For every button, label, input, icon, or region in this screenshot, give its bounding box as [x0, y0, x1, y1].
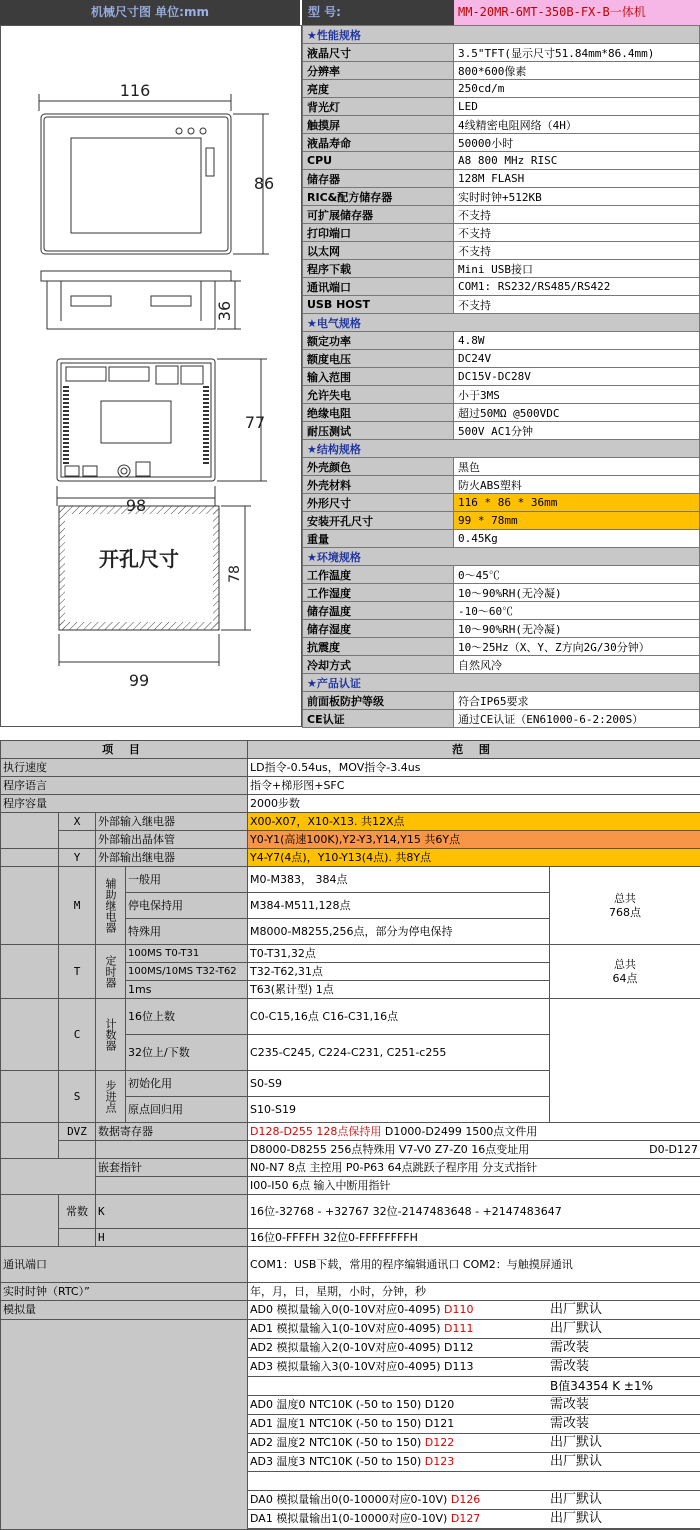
analog-desc: AD3 模拟量输入3(0-10V对应0-4095) [250, 1360, 445, 1373]
spec-label: USB HOST [303, 296, 454, 314]
y-transistor-value: Y0-Y1(高速100K),Y2-Y3,Y14,Y15 共6Y点 [248, 831, 700, 849]
prog-cap-label: 程序容量 [1, 795, 248, 813]
analog-desc: AD2 模拟量输入2(0-10V对应0-4095) [250, 1341, 445, 1354]
spec-row [303, 170, 700, 188]
spec-row [303, 368, 700, 386]
spec-section-label: ★环境规格 [303, 548, 700, 566]
comm-value: COM1：USB下载，常用的程序编辑通讯口 COM2：与触摸屏通讯 [248, 1247, 700, 1283]
spec-section-label: ★电气规格 [303, 314, 700, 332]
d-value-end: D0-D127 [649, 1142, 699, 1156]
spec-label: RIC&配方储存器 [303, 188, 454, 206]
spec-row [303, 710, 700, 728]
d-value-file: D1000-D2499 1500点文件用 [381, 1124, 538, 1138]
analog-row [248, 1472, 700, 1491]
spec-value: 10～90%RH(无冷凝) [454, 620, 700, 638]
spec-row [303, 278, 700, 296]
m-row-label: 特殊用 [126, 919, 248, 945]
s-row-value: S0-S9 [248, 1071, 550, 1097]
spec-row [303, 98, 700, 116]
exec-speed-value: LD指令-0.54us，MOV指令-3.4us [248, 759, 700, 777]
spec-row [303, 224, 700, 242]
c-row-label: 16位上数 [126, 999, 248, 1035]
y-relay-label: 外部输出继电器 [96, 849, 248, 867]
spec-row [303, 620, 700, 638]
analog-label: 模拟量 [1, 1301, 248, 1320]
t-symbol: T [59, 945, 96, 999]
analog-status: B值34354 K ±1% [550, 1379, 654, 1393]
t-group-label: 定时器 [96, 945, 126, 999]
spec-label: 以太网 [303, 242, 454, 260]
analog-status: 出厂默认 [550, 1435, 603, 1450]
spec-value: 0.45Kg [454, 530, 700, 548]
spec-label: 分辨率 [303, 62, 454, 80]
analog-desc: AD1 温度1 NTC10K (-50 to 150) [250, 1417, 425, 1430]
col-range-header: 范 围 [248, 741, 700, 759]
d-symbol: DVZ [59, 1123, 96, 1141]
spec-section-label: ★结构规格 [303, 440, 700, 458]
spec-label: 前面板防护等级 [303, 692, 454, 710]
spec-value: 500V AC1分钟 [454, 422, 700, 440]
mechanical-drawing [0, 25, 302, 727]
dim-front-height: 86 [253, 174, 275, 193]
analog-register: D110 [444, 1303, 474, 1316]
spec-value: 116 * 86 * 36mm [454, 494, 700, 512]
spec-value: 250cd/m [454, 80, 700, 98]
spec-label: 工作温度 [303, 566, 454, 584]
spec-section-row [303, 314, 700, 332]
spec-panel [302, 25, 700, 728]
analog-register: D120 [424, 1398, 455, 1411]
spec-label: 额度电压 [303, 350, 454, 368]
spec-row [303, 386, 700, 404]
spec-value: 10～25Hz（X、Y、Z方向2G/30分钟） [454, 638, 700, 656]
analog-row [248, 1415, 700, 1434]
analog-row [248, 1301, 700, 1320]
analog-register: D122 [424, 1436, 455, 1449]
analog-status: 需改装 [550, 1416, 590, 1431]
spec-label: 可扩展储存器 [303, 206, 454, 224]
analog-status: 需改装 [550, 1340, 590, 1355]
c-symbol: C [59, 999, 96, 1071]
spec-section-label: ★性能规格 [303, 26, 700, 44]
analog-desc: DA0 模拟量输出0(0-10000对应0-10V) [250, 1493, 451, 1506]
spec-row [303, 80, 700, 98]
col-item-header: 项 目 [1, 741, 248, 759]
spec-row [303, 188, 700, 206]
spec-label: 额定功率 [303, 332, 454, 350]
spec-label: 触摸屏 [303, 116, 454, 134]
spec-value: DC15V-DC28V [454, 368, 700, 386]
y-symbol: Y [59, 849, 96, 867]
spec-value: 10～90%RH(无冷凝) [454, 584, 700, 602]
m-row-value: M0-M383， 384点 [248, 867, 550, 893]
analog-desc: AD0 温度0 NTC10K (-50 to 150) [250, 1398, 425, 1411]
analog-status: 出厂默认 [550, 1302, 603, 1317]
analog-status: 出厂默认 [550, 1321, 603, 1336]
spec-row [303, 602, 700, 620]
analog-row [248, 1510, 700, 1529]
dimension-drawing [1, 26, 301, 726]
analog-status: 出厂默认 [550, 1454, 603, 1469]
cutout-label: 开孔尺寸 [99, 547, 179, 571]
spec-label: 亮度 [303, 80, 454, 98]
analog-row [248, 1491, 700, 1510]
t-row-value: T63(累计型) 1点 [248, 981, 550, 999]
const-k: K [96, 1195, 248, 1229]
y-relay-value: Y4-Y7(4点)，Y10-Y13(4点). 共8Y点 [248, 849, 700, 867]
t-row-value: T0-T31,32点 [248, 945, 550, 963]
spec-row [303, 350, 700, 368]
m-group-label: 辅助继电器 [96, 867, 126, 945]
analog-status: 需改装 [550, 1359, 590, 1374]
spec-value: 800*600像素 [454, 62, 700, 80]
s-row-label: 初始化用 [126, 1071, 248, 1097]
spec-label: 程序下载 [303, 260, 454, 278]
spec-value: 自然风冷 [454, 656, 700, 674]
spec-row [303, 422, 700, 440]
analog-status: 出厂默认 [550, 1492, 603, 1507]
spec-label: 背光灯 [303, 98, 454, 116]
analog-row [248, 1377, 700, 1396]
analog-register: D126 [450, 1493, 481, 1506]
s-group-label: 步进点 [96, 1071, 126, 1123]
analog-row [248, 1434, 700, 1453]
c-group-label: 计数器 [96, 999, 126, 1071]
comm-label: 通讯端口 [1, 1247, 248, 1283]
pin-pattern [63, 386, 209, 466]
dim-back-height: 77 [244, 413, 266, 432]
spec-row [303, 512, 700, 530]
spec-value: A8 800 MHz RISC [454, 152, 700, 170]
prog-lang-value: 指令+梯形图+SFC [248, 777, 700, 795]
analog-desc: AD0 模拟量输入0(0-10V对应0-4095) [250, 1303, 445, 1316]
plc-spec [0, 740, 700, 1530]
spec-row [303, 692, 700, 710]
const-h-value: 16位0-FFFFH 32位0-FFFFFFFFH [248, 1229, 700, 1247]
analog-status: 出厂默认 [550, 1511, 603, 1526]
t-row-label: 1ms [126, 981, 248, 999]
analog-row [248, 1320, 700, 1339]
spec-section-row [303, 440, 700, 458]
s-row-value: S10-S19 [248, 1097, 550, 1123]
analog-desc: AD3 温度3 NTC10K (-50 to 150) [250, 1455, 425, 1468]
const-k-value: 16位-32768 - +32767 32位-2147483648 - +2147483647 [248, 1195, 700, 1229]
m-row-value: M8000-M8255,256点，部分为停电保持 [248, 919, 550, 945]
m-total: 总共 768点 [550, 867, 700, 945]
spec-row [303, 206, 700, 224]
s-symbol: S [59, 1071, 96, 1123]
t-row-label: 100MS/10MS T32-T62 [126, 963, 248, 981]
spec-value: COM1: RS232/RS485/RS422 [454, 278, 700, 296]
t-row-label: 100MS T0-T31 [126, 945, 248, 963]
x-label: 外部输入继电器 [96, 813, 248, 831]
analog-status: 需改装 [550, 1397, 590, 1412]
spec-value: 不支持 [454, 224, 700, 242]
m-symbol: M [59, 867, 96, 945]
const-label: 常数 [59, 1195, 96, 1229]
spec-label: 工作湿度 [303, 584, 454, 602]
spec-value: 0～45℃ [454, 566, 700, 584]
model-value: MM-20MR-6MT-350B-FX-B一体机 [454, 0, 700, 25]
spec-label: CE认证 [303, 710, 454, 728]
spec-row [303, 242, 700, 260]
s-row-label: 原点回归用 [126, 1097, 248, 1123]
spec-value: DC24V [454, 350, 700, 368]
spec-row [303, 332, 700, 350]
spec-section-row [303, 26, 700, 44]
d-value-special: D8000-D8255 256点特殊用 V7-V0 Z7-Z0 16点变址用 [250, 1142, 530, 1156]
dim-front-width: 116 [119, 81, 151, 100]
spec-row [303, 296, 700, 314]
spec-value: 4线精密电阻网络（4H） [454, 116, 700, 134]
spec-label: 冷却方式 [303, 656, 454, 674]
rtc-value: 年，月，日，星期，小时，分钟，秒 [248, 1283, 700, 1301]
spec-row [303, 152, 700, 170]
const-h: H [96, 1229, 248, 1247]
spec-value: 防火ABS塑料 [454, 476, 700, 494]
prog-lang-label: 程序语言 [1, 777, 248, 795]
spec-row [303, 404, 700, 422]
spec-label: 外壳颜色 [303, 458, 454, 476]
spec-label: 打印端口 [303, 224, 454, 242]
spec-label: 通讯端口 [303, 278, 454, 296]
t-total: 总共 64点 [550, 945, 700, 999]
spec-label: CPU [303, 152, 454, 170]
spec-label: 耐压测试 [303, 422, 454, 440]
prog-cap-value: 2000步数 [248, 795, 700, 813]
analog-row [248, 1358, 700, 1377]
spec-row [303, 530, 700, 548]
x-symbol: X [59, 813, 96, 831]
spec-value: 不支持 [454, 242, 700, 260]
analog-list [248, 1301, 700, 1530]
spec-label: 重量 [303, 530, 454, 548]
spec-row [303, 656, 700, 674]
spec-row [303, 260, 700, 278]
m-row-label: 一般用 [126, 867, 248, 893]
spec-value: -10～60℃ [454, 602, 700, 620]
spec-value: 符合IP65要求 [454, 692, 700, 710]
dim-side-depth: 36 [215, 300, 234, 322]
drawing-title: 机械尺寸图 单位:mm [0, 0, 300, 25]
spec-label: 储存湿度 [303, 620, 454, 638]
t-row-value: T32-T62,31点 [248, 963, 550, 981]
analog-row [248, 1453, 700, 1472]
spec-label: 储存器 [303, 170, 454, 188]
dim-back-width: 98 [125, 496, 147, 515]
dim-cutout-width: 99 [128, 671, 150, 690]
model-label: 型 号: [302, 0, 454, 25]
analog-desc: DA1 模拟量输出1(0-10000对应0-10V) [250, 1512, 451, 1525]
spec-table [302, 25, 700, 728]
analog-register: D113 [444, 1360, 474, 1373]
c-row-value: C235-C245, C224-C231, C251-c255 [248, 1035, 550, 1071]
spec-value: 实时时钟+512KB [454, 188, 700, 206]
spec-value: 50000小时 [454, 134, 700, 152]
plc-table [0, 740, 700, 1530]
spec-value: 黑色 [454, 458, 700, 476]
spec-value: 3.5"TFT(显示尺寸51.84mm*86.4mm) [454, 44, 700, 62]
nest-label: 嵌套指针 [96, 1159, 248, 1177]
m-row-label: 停电保持用 [126, 893, 248, 919]
spec-label: 液晶寿命 [303, 134, 454, 152]
analog-register: D111 [444, 1322, 474, 1335]
spec-row [303, 494, 700, 512]
rtc-label: 实时时钟（RTC）” [1, 1283, 248, 1301]
spec-row [303, 584, 700, 602]
spec-value: 4.8W [454, 332, 700, 350]
spec-label: 输入范围 [303, 368, 454, 386]
spec-value: 不支持 [454, 206, 700, 224]
analog-register: D121 [424, 1417, 455, 1430]
spec-label: 抗震度 [303, 638, 454, 656]
spec-row [303, 44, 700, 62]
m-row-value: M384-M511,128点 [248, 893, 550, 919]
spec-section-row [303, 548, 700, 566]
analog-row [248, 1339, 700, 1358]
spec-row [303, 476, 700, 494]
spec-row [303, 62, 700, 80]
nest-value-1: N0-N7 8点 主控用 P0-P63 64点跳跃子程序用 分支式指针 [248, 1159, 700, 1177]
spec-section-row [303, 674, 700, 692]
spec-label: 安装开孔尺寸 [303, 512, 454, 530]
spec-value: Mini USB接口 [454, 260, 700, 278]
spec-value: 128M FLASH [454, 170, 700, 188]
d-value-held: D128-D255 128点保持用 [250, 1124, 382, 1138]
analog-register: D112 [444, 1341, 474, 1354]
spec-label: 外形尺寸 [303, 494, 454, 512]
spec-row [303, 566, 700, 584]
spec-row [303, 458, 700, 476]
analog-desc: AD1 模拟量输入1(0-10V对应0-4095) [250, 1322, 445, 1335]
spec-value: 99 * 78mm [454, 512, 700, 530]
spec-value: 不支持 [454, 296, 700, 314]
spec-row [303, 116, 700, 134]
analog-register: D123 [424, 1455, 455, 1468]
spec-label: 允许失电 [303, 386, 454, 404]
analog-row [248, 1396, 700, 1415]
spec-label: 液晶尺寸 [303, 44, 454, 62]
c-row-label: 32位上/下数 [126, 1035, 248, 1071]
analog-register: D127 [450, 1512, 481, 1525]
spec-label: 储存温度 [303, 602, 454, 620]
spec-label: 外壳材料 [303, 476, 454, 494]
c-row-value: C0-C15,16点 C16-C31,16点 [248, 999, 550, 1035]
spec-value: 通过CE认证（EN61000-6-2:200S） [454, 710, 700, 728]
x-value: X00-X07，X10-X13. 共12X点 [248, 813, 700, 831]
spec-value: LED [454, 98, 700, 116]
dim-cutout-height: 78 [227, 565, 243, 583]
spec-value: 超过50MΩ @500VDC [454, 404, 700, 422]
nest-value-2: I00-I50 6点 输入中断用指针 [248, 1177, 700, 1195]
analog-desc: AD2 温度2 NTC10K (-50 to 150) [250, 1436, 425, 1449]
spec-label: 绝缘电阻 [303, 404, 454, 422]
exec-speed-label: 执行速度 [1, 759, 248, 777]
spec-section-label: ★产品认证 [303, 674, 700, 692]
spec-row [303, 638, 700, 656]
spec-row [303, 134, 700, 152]
y-transistor-label: 外部输出晶体管 [96, 831, 248, 849]
spec-value: 小于3MS [454, 386, 700, 404]
d-label: 数据寄存器 [96, 1123, 248, 1141]
